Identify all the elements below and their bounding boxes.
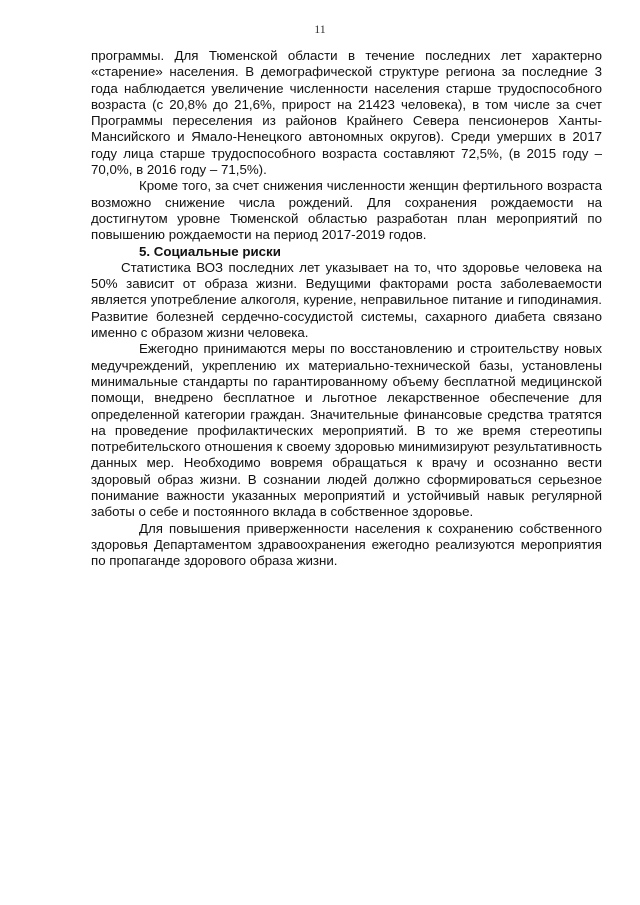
- paragraph-healthcare-measures: Ежегодно принимаются меры по восстановлению и строительству новых медучреждений, укреплению их материально-технической базы, установлены минимальные стандарты по гарантированному объему бесплатной медицинской помощи, внедрено бесплатное и льготное лекарственное обеспечение для определенной категории граждан. Значительные финансовые средства тратятся на проведение профилактических мероприятий. В то же время стереотипы потребительского отношения к своему здоровью минимизируют результативность данных мер. Необходимо вовремя обращаться к врачу и осознанно вести здоровый образ жизни. В сознании людей должно сформироваться серьезное понимание важности указанных мероприятий и устойчивый навык регулярной заботы о себе и постоянного вклада в собственное здоровье.: [91, 341, 602, 520]
- section-heading-social-risks: 5. Социальные риски: [139, 243, 281, 259]
- paragraph-healthy-lifestyle: Для повышения приверженности населения к сохранению собственного здоровья Департаментом здравоохранения ежегодно реализуются мероприятия по пропаганде здорового образа жизни.: [91, 520, 602, 569]
- paragraph-aging-population: программы. Для Тюменской области в течение последних лет характерно «старение» населения. В демографической структуре региона за последние 3 года наблюдается увеличение численности населения старше трудоспособного возраста (с 20,8% до 21,6%, прирост на 21423 человека), в том числе за счет Программы переселения из районов Крайнего Севера пенсионеров Ханты-Мансийского и Ямало-Ненецкого автономных округов). Среди умерших в 2017 году лица старше трудоспособного возраста составляют 72,5%, (в 2015 году – 70,0%, в 2016 году – 71,5%).: [91, 48, 602, 178]
- page-number: 11: [314, 22, 326, 36]
- paragraph-birth-rate: Кроме того, за счет снижения численности женщин фертильного возраста возможно снижение числа рождений. Для сохранения рождаемости на достигнутом уровне Тюменской областью разработан план мероприятий по повышению рождаемости на период 2017-2019 годов.: [91, 178, 602, 243]
- paragraph-who-statistics: Статистика ВОЗ последних лет указывает на то, что здоровье человека на 50% зависит от образа жизни. Ведущими факторами роста заболеваемости является употребление алкоголя, курение, неправильное питание и гиподинамия. Развитие болезней сердечно-сосудистой системы, сахарного диабета связано именно с образом жизни человека.: [91, 259, 602, 341]
- document-body: [91, 48, 602, 570]
